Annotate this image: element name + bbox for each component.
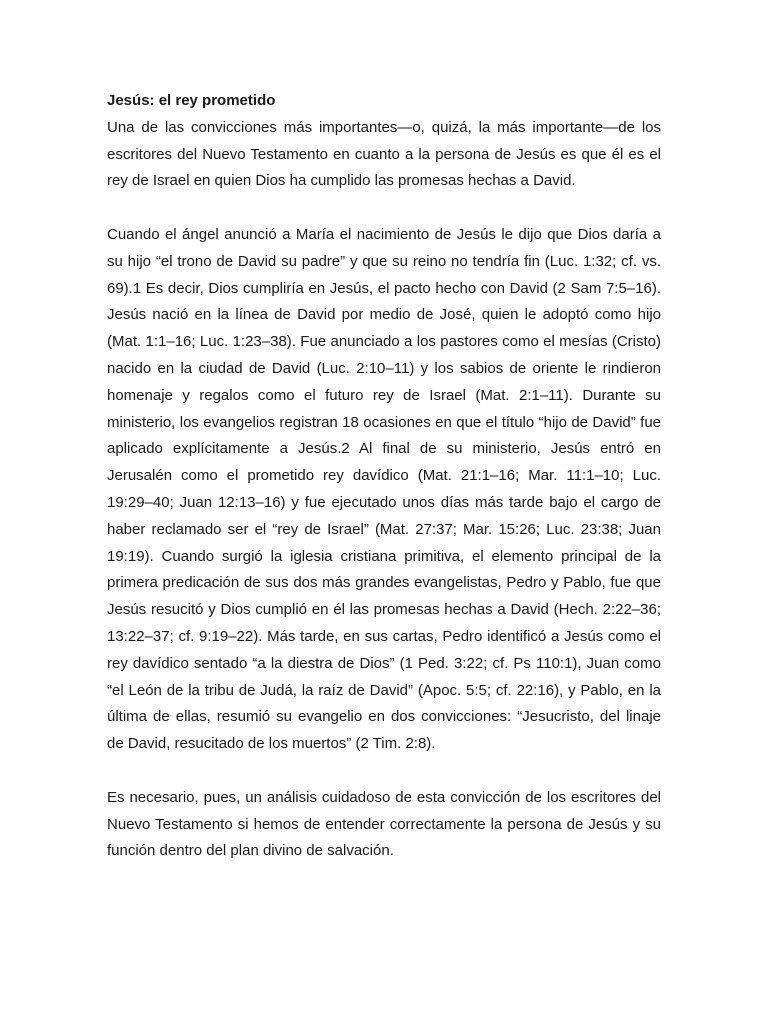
document-page xyxy=(107,88,661,865)
paragraph-body: Cuando el ángel anunció a María el nacimiento de Jesús le dijo que Dios daría a su hijo “el trono de David su padre” y que su reino no tendría fin (Luc. 1:32; cf. vs. 69).1 Es decir, Dios cumpliría en Jesús, el pacto hecho con David (2 Sam 7:5–16). Jesús nació en la línea de David por medio de José, quien le adoptó como hijo (Mat. 1:1–16; Luc. 1:23–38). Fue anunciado a los pastores como el mesías (Cristo) nacido en la ciudad de David (Luc. 2:10–11) y los sabios de oriente le rindieron homenaje y regalos como el futuro rey de Israel (Mat. 2:1–11). Durante su ministerio, los evangelios registran 18 ocasiones en que el título “hijo de David” fue aplicado explícitamente a Jesús.2 Al final de su ministerio, Jesús entró en Jerusalén como el prometido rey davídico (Mat. 21:1–16; Mar. 11:1–10; Luc. 19:29–40; Juan 12:13–16) y fue ejecutado unos días más tarde bajo el cargo de haber reclamado ser el “rey de Israel” (Mat. 27:37; Mar. 15:26; Luc. 23:38; Juan 19:19). Cuando surgió la iglesia cristiana primitiva, el elemento principal de la primera predicación de sus dos más grandes evangelistas, Pedro y Pablo, fue que Jesús resucitó y Dios cumplió en él las promesas hechas a David (Hech. 2:22–36; 13:22–37; cf. 9:19–22). Más tarde, en sus cartas, Pedro identificó a Jesús como el rey davídico sentado “a la diestra de Dios” (1 Ped. 3:22; cf. Ps 110:1), Juan como “el León de la tribu de Judá, la raíz de David” (Apoc. 5:5; cf. 22:16), y Pablo, en la última de ellas, resumió su evangelio en dos convicciones: “Jesucristo, del linaje de David, resucitado de los muertos” (2 Tim. 2:8). xyxy=(107,225,661,753)
document-title: Jesús: el rey prometido xyxy=(107,92,276,109)
paragraph-conclusion: Es necesario, pues, un análisis cuidadoso de esta convicción de los escritores del Nuevo Testamento si hemos de entender correctamente la persona de Jesús y su función dentro del plan divino de salvación. xyxy=(107,788,661,860)
paragraph-intro: Una de las convicciones más importantes—o, quizá, la más importante—de los escritores del Nuevo Testamento en cuanto a la persona de Jesús es que él es el rey de Israel en quien Dios ha cumplido las promesas hechas a David. xyxy=(107,118,661,190)
